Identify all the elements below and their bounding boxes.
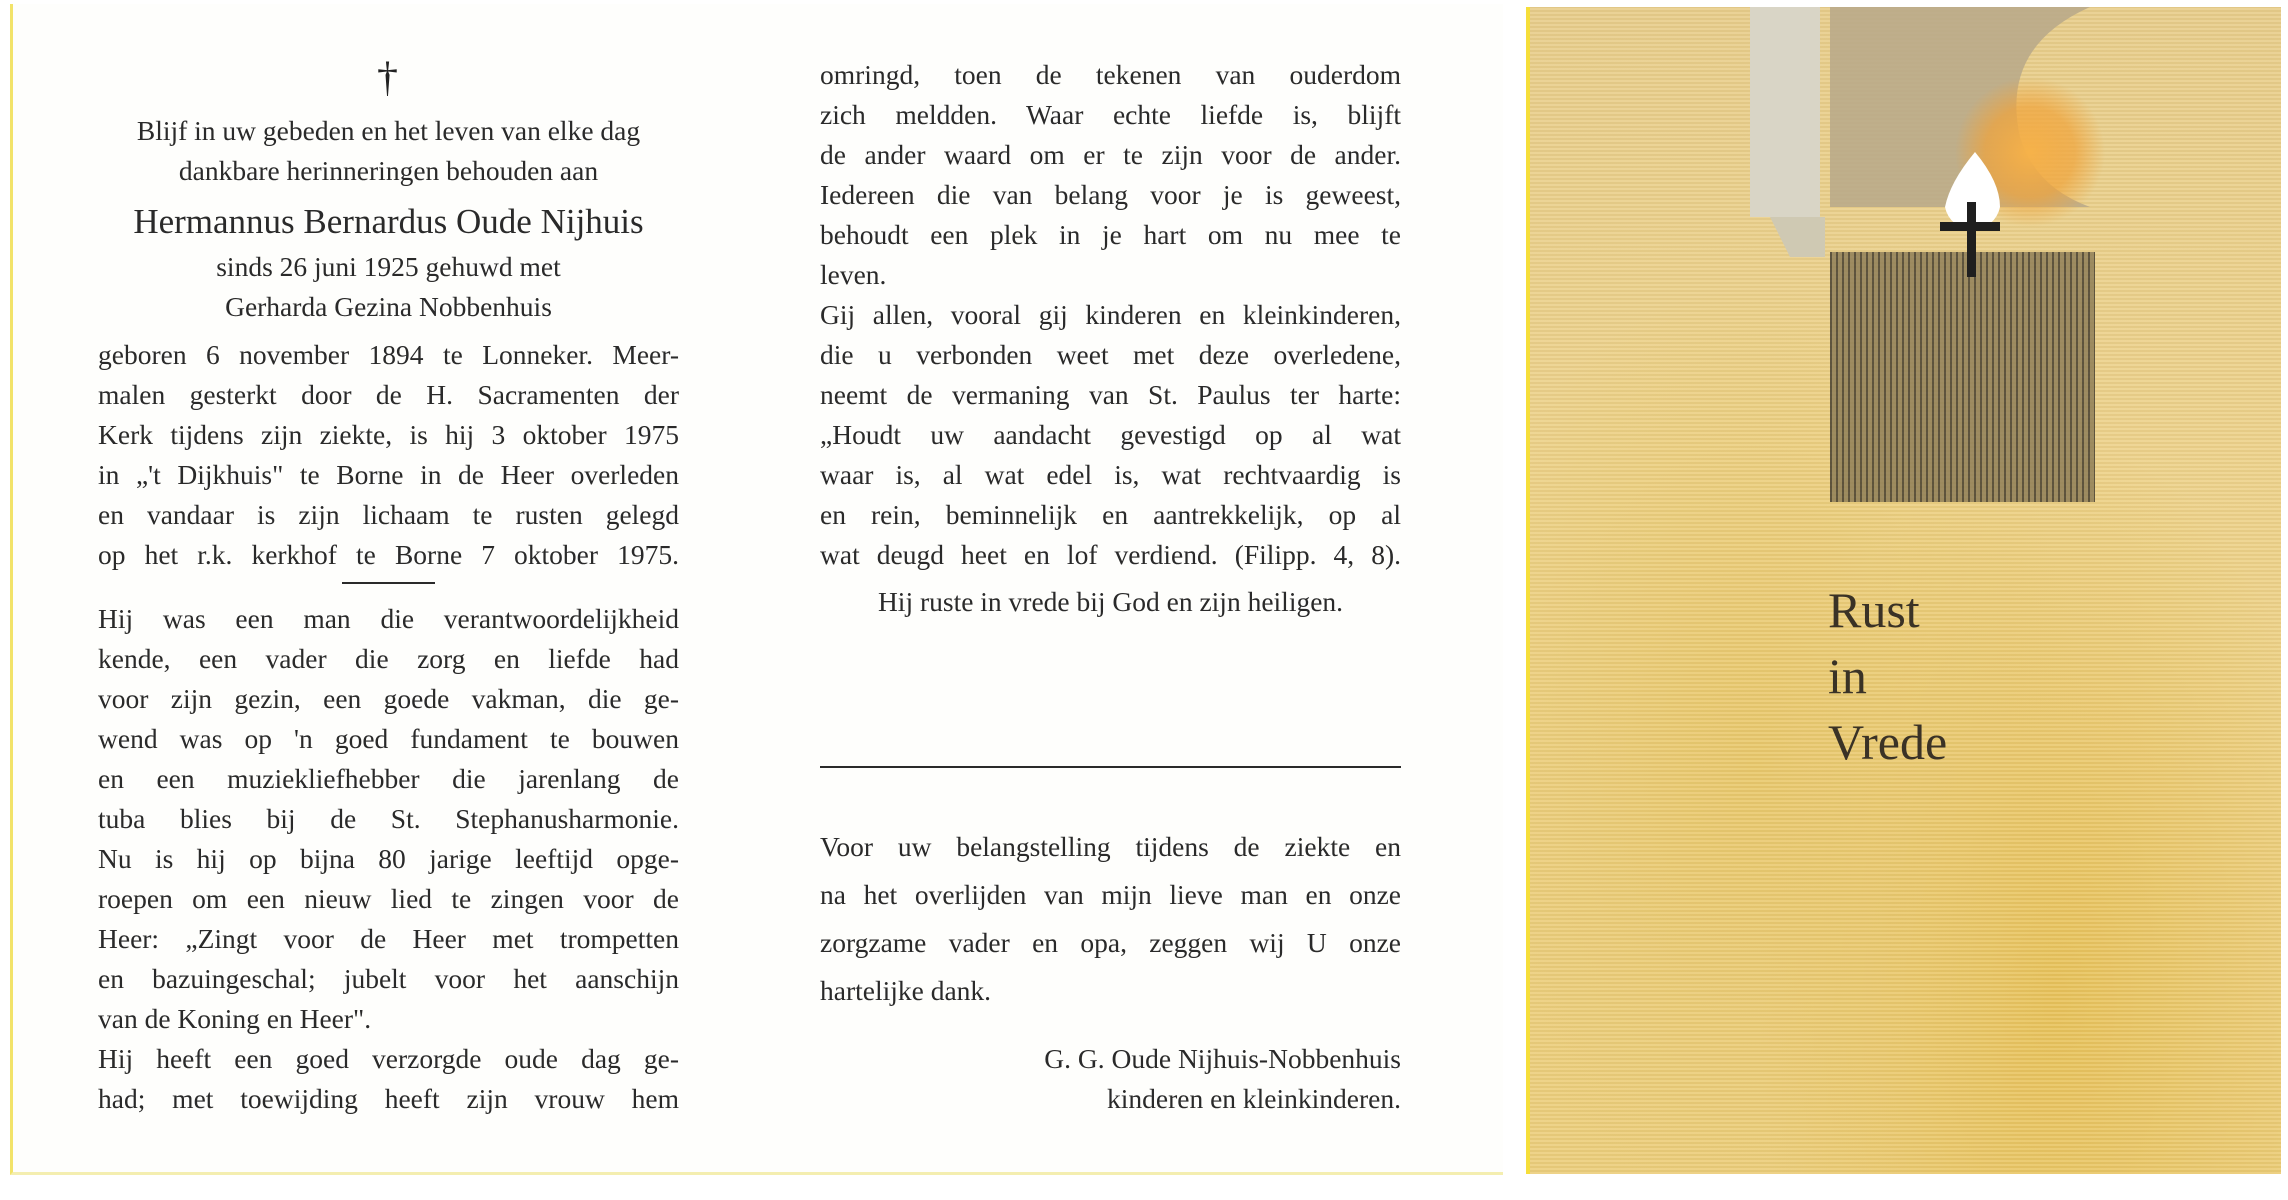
bio-line: malen gesterkt door de H. Sacramenten der [98,379,679,410]
thanks-line: zorgzame vader en opa, zeggen wij U onze [820,927,1401,958]
continuation-text [820,55,1401,575]
tribute-line: wend was op 'n goed fundament te bouwen [98,723,679,754]
bio-line: in „'t Dijkhuis" te Borne in de Heer overleden [98,459,679,490]
signature [820,1039,1401,1119]
intro-line: dankbare herinneringen behouden aan [178,155,599,186]
bio-line: en vandaar is zijn lichaam te rusten gelegd [98,499,679,530]
candle-with-cross-icon [1530,7,2281,527]
tribute-line: van de Koning en Heer". [98,1003,372,1034]
tribute-line: kende, een vader die zorg en liefde had [98,643,679,674]
continuation-line: de ander waard om er te zijn voor de ander. [820,139,1401,170]
deceased-name-block [98,198,679,246]
section-divider [820,766,1401,768]
section-divider [342,582,435,584]
tribute-line: tuba blies bij de St. Stephanusharmonie. [98,803,679,834]
cover-title-line: Vrede [1828,714,1948,770]
cross-icon: † [377,55,398,101]
cover-title-line: Rust [1828,582,1920,638]
tribute-line: had; met toewijding heeft zijn vrouw hem [98,1083,679,1114]
tribute-line: voor zijn gezin, een goede vakman, die ge- [98,683,679,714]
bio-line: geboren 6 november 1894 te Lonneker. Meer- [98,339,679,370]
tribute-text [98,599,679,1119]
marriage-text [98,247,679,327]
tribute-line: en bazuingeschal; jubelt voor het aanschijn [98,963,679,994]
tribute-line: roepen om een nieuw lied te zingen voor de [98,883,679,914]
bio-line: op het r.k. kerkhof te Borne 7 oktober 1975. [98,539,679,570]
intro-line: Blijf in uw gebeden en het leven van elke dag [136,115,641,146]
tribute-line: Heer: „Zingt voor de Heer met trompetten [98,923,679,954]
thanks-text [820,823,1401,1015]
continuation-line: wat deugd heet en lof verdiend. (Filipp. 4, 8). [820,539,1401,570]
marriage-line: Gerharda Gezina Nobbenhuis [225,291,552,322]
biography-text [98,335,679,575]
continuation-line: Iedereen die van belang voor je is geweest, [820,179,1401,210]
tribute-line: Hij heeft een goed verzorgde oude dag ge- [98,1043,679,1074]
continuation-line: neemt de vermaning van St. Paulus ter harte: [820,379,1401,410]
continuation-line: behoudt een plek in je hart om nu mee te [820,219,1401,250]
prayer-line: Hij ruste in vrede bij God en zijn heiligen. [877,586,1344,617]
tribute-line: Nu is hij op bijna 80 jarige leeftijd opge- [98,843,679,874]
thanks-line: Voor uw belangstelling tijdens de ziekte en [820,831,1401,862]
memorial-card-cover [1526,7,2281,1174]
thanks-line: na het overlijden van mijn lieve man en onze [820,879,1401,910]
continuation-line: Gij allen, vooral gij kinderen en kleinkinderen, [820,299,1401,330]
intro-text [98,111,679,191]
tribute-line: Hij was een man die verantwoordelijkheid [98,603,679,634]
continuation-line: „Houdt uw aandacht gevestigd op al wat [820,419,1401,450]
continuation-line: leven. [820,259,887,290]
continuation-line: waar is, al wat edel is, wat rechtvaardig is [820,459,1401,490]
cover-title-line: in [1828,648,1867,704]
cover-title [1828,577,1947,775]
marriage-line: sinds 26 juni 1925 gehuwd met [216,251,561,282]
prayer-text [820,582,1401,622]
thanks-line: hartelijke dank. [820,975,992,1006]
continuation-line: die u verbonden weet met deze overledene, [820,339,1401,370]
tribute-line: en een muziekliefhebber die jarenlang de [98,763,679,794]
continuation-line: omringd, toen de tekenen van ouderdom [820,59,1401,90]
bio-line: Kerk tijdens zijn ziekte, is hij 3 oktober 1975 [98,419,679,450]
signature-line: kinderen en kleinkinderen. [1107,1083,1401,1114]
continuation-line: zich meldden. Waar echte liefde is, blijft [820,99,1401,130]
continuation-line: en rein, beminnelijk en aantrekkelijk, op al [820,499,1401,530]
deceased-name: Hermannus Bernardus Oude Nijhuis [133,202,644,241]
signature-line: G. G. Oude Nijhuis-Nobbenhuis [1044,1043,1401,1074]
